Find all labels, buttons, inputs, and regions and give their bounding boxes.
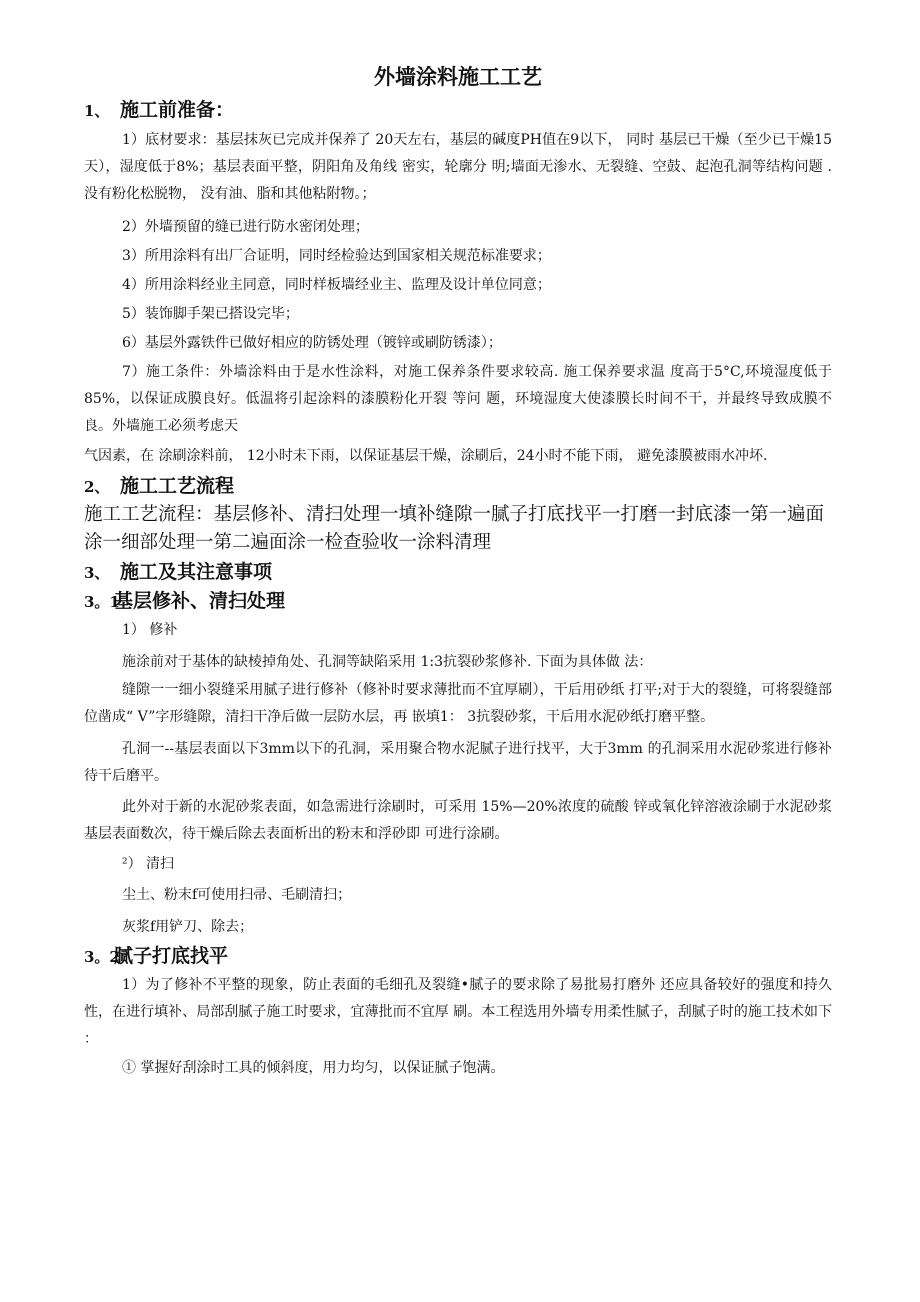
cleaning-subheading: ²） 清扫 — [122, 856, 175, 872]
prep-item-7-continued: 气因素，在 涂刷涂料前， 12小时未下雨，以保证基层干燥，涂刷后，24小时不能下雨， 避免漆膜被雨水冲坏. — [84, 448, 768, 464]
prep-item-3: 3）所用涂料有出厂合证明，同时经检验达到国家相关规范标准要求； — [122, 248, 551, 264]
section-1-number: 1、 — [84, 102, 110, 120]
section-1-heading — [84, 96, 832, 125]
putty-step-1: ① 掌握好刮涂时工具的倾斜度，用力均匀，以保证腻子饱满。 — [122, 1060, 505, 1076]
process-flow-text: 施工工艺流程：基层修补、清扫处理一填补缝隙一腻子打底找平一打磨一封底漆一第一遍面涂一细部处理一第二遍面涂一检查验收一涂料清理 — [84, 504, 825, 553]
prep-item-6: 6）基层外露铁件已做好相应的防锈处理（镀锌或刷防锈漆）； — [122, 335, 502, 351]
putty-description: 1）为了修补不平整的现象，防止表面的毛细孔及裂缝•腻子的要求除了易批易打磨外 还应具备较好的强度和持久性，在进行填补、局部刮腻子施工时要求，宜薄批而不宜厚 刷。本工程选用外墙专用柔性腻子，刮腻子时的施工技术如下 ： — [84, 977, 832, 1047]
section-3-1-number: 3。1 — [84, 593, 120, 611]
document-title: 外墙涂料施工工艺 — [374, 65, 542, 89]
section-2-title: 施工工艺流程 — [120, 475, 235, 497]
repair-holes: 孔洞一--基层表面以下3mm以下的孔洞，采用聚合物水泥腻子进行找平，大于3mm 的孔洞采用水泥砂浆进行修补待干后磨平。 — [84, 741, 832, 784]
section-2-heading — [84, 472, 832, 501]
section-1-title: 施工前准备： — [120, 99, 235, 121]
prep-item-2: 2）外墙预留的缝已进行防水密闭处理； — [122, 219, 369, 235]
repair-new-mortar: 此外对于新的水泥砂浆表面，如急需进行涂刷时，可采用 15%—20%浓度的硫酸 锌或氧化锌溶液涂刷于水泥砂浆基层表面数次，待干燥后除去表面析出的粉末和浮砂即 可进行涂刷。 — [84, 799, 832, 842]
cleaning-dust: 尘土、粉末f可使用扫帚、毛刷清扫； — [122, 887, 352, 903]
section-3-1-heading — [84, 587, 832, 616]
section-3-2-number: 3。2 — [84, 948, 120, 966]
section-3-title: 施工及其注意事项 — [120, 561, 273, 583]
prep-item-7: 7）施工条件：外墙涂料由于是水性涂料，对施工保养条件要求较高. 施工保养要求温 度高于5°C,环境湿度低于85%，以保证成膜良好。低温将引起涂料的漆膜粉化开裂 等问 题，环境湿度大使漆膜长时间不干，并最终导致成膜不良。外墙施工必须考虑天 — [84, 364, 832, 434]
prep-item-4: 4）所用涂料经业主同意，同时样板墙经业主、监理及设计单位同意； — [122, 277, 551, 293]
section-3-heading — [84, 558, 832, 587]
prep-item-5: 5）装饰脚手架已搭设完毕； — [122, 306, 299, 322]
section-3-2-title: 腻子打底找平 — [114, 945, 229, 967]
section-3-2-heading — [84, 942, 832, 971]
prep-item-1: 1）底材要求：基层抹灰已完成并保养了 20天左右，基层的碱度PH值在9以下， 同时 基层已干燥（至少已干燥15天），湿度低于8%；基层表面平整，阴阳角及角线 密实，轮廓分 明;墙面无渗水、无裂缝、空鼓、起泡孔洞等结构问题 .没有粉化松脱物， 没有油、脂和其他粘附物。； — [84, 132, 832, 202]
section-2-number: 2、 — [84, 478, 110, 496]
section-3-number: 3、 — [84, 564, 110, 582]
repair-cracks: 缝隙一一细小裂缝采用腻子进行修补（修补时要求薄批而不宜厚刷），干后用砂纸 打平;对于大的裂缝，可将裂缝部位凿成“ V”字形缝隙，清扫干净后做一层防水层，再 嵌填1： 3抗裂砂浆，干后用水泥砂纸打磨平整。 — [84, 682, 832, 725]
repair-subheading: 1） 修补 — [122, 622, 178, 638]
cleaning-mortar: 灰浆f用铲刀、除去； — [122, 919, 254, 935]
repair-intro: 施涂前对于基体的缺棱掉角处、孔洞等缺陷采用 1:3抗裂砂浆修补. 下面为具体做 法： — [122, 654, 653, 670]
section-3-1-title: 基层修补、清扫处理 — [114, 590, 286, 612]
document-page — [84, 62, 832, 1082]
